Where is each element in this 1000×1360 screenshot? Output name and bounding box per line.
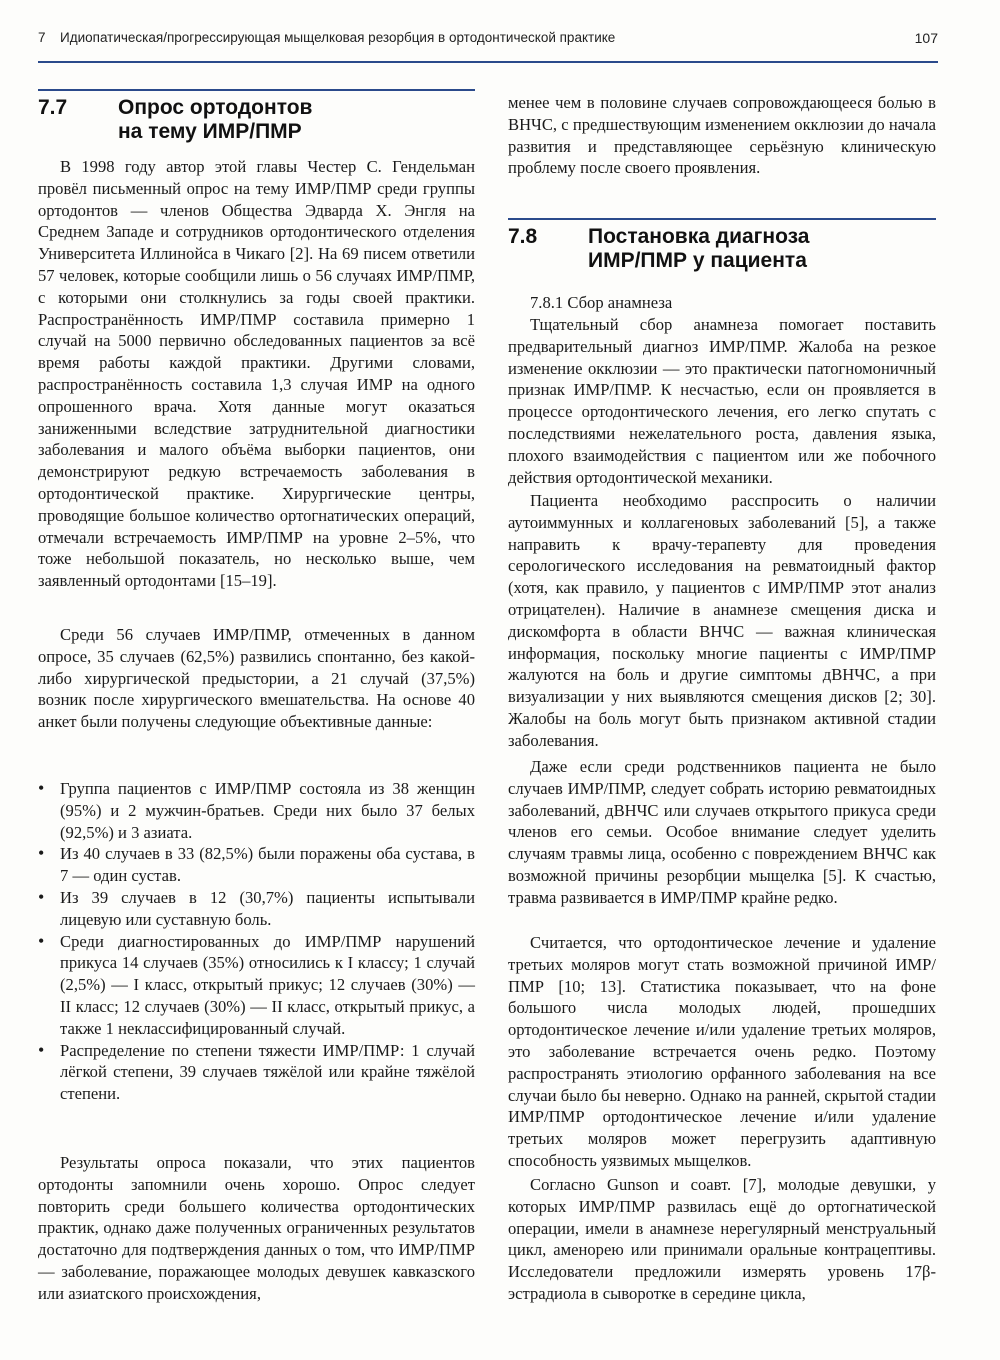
section-7-7-paragraph-1: В 1998 году автор этой главы Честер С. Гендельман провёл письменный опрос на тему ИМР/ПМР среди группы ортодонтов — членов Общества Эдварда Х. Энгля на Среднем Западе и сотрудников ортодонтического отделения Университета Иллинойса в Чикаго [2]. На 69 писем ответили 57 человек, которые сообщили лишь о 56 случаях ИМР/ПМР, с которыми они столкнулись за годы своей практики. Распространённость ИМР/ПМР составила примерно 1 случай на 5000 первично обследованных пациентов за всё время работы каждой практики. Другими словами, распространённость составила 1,3 случая ИМР на одного опрошенного врача. Хотя данные могут оказаться заниженными вследствие затруднительной диагностики заболевания и малого объёма выборки пациентов, они демонстрируют редкую встречаемость заболевания в ортодонтической практике. Хирургические центры, проводящие большое количество ортогнатических операций, отмечали встречаемость ИМР/ПМР на уровне 2–5%, что тоже небольшой показатель, но несколько выше, чем заявленный ортодонтами [15–19]. xyxy=(38,157,475,591)
section-7-8-paragraph-1: Тщательный сбор анамнеза помогает поставить предварительный диагноз ИМР/ПМР. Жалоба на резкое изменение окклюзии — это практически патогномоничный признак ИМР/ПМР. К несчастью, если он проявляется в процессе ортодонтического лечения, его легко спутать с последствиями нежелательного роста, давления языка, плохого взаимодействия с пациентом или же побочного действия ортодонтической механики. xyxy=(508,315,936,487)
section-7-8-paragraph-5: Согласно Gunson и соавт. [7], молодые девушки, у которых ИМР/ПМР развилась ещё до ортогнатической операции, имели в анамнезе нерегулярный менструальный цикл, аменорею или принимали оральные контрацептивы. Исследователи предложили измерять уровень 17β-эстрадиола в сыворотке в середине цикла, xyxy=(508,1175,936,1303)
section-7-8-paragraph-2: Пациента необходимо расспросить о наличии аутоиммунных и коллагеновых заболеваний [5], а также направить к врачу-терапевту для проведения серологического исследования на ревматоидный фактор (хотя, как правило, у пациентов с ИМР/ПМР этот анализ отрицателен). Наличие в анамнезе смещения диска и дискомфорта в области ВНЧС — важная клиническая информация, поскольку многие пациенты с ИМР/ПМР жалуются на боль и другие симптомы дВНЧС, а при визуализации у них выявляются смещения дисков [2; 30]. Жалобы на боль могут быть признаком активной стадии заболевания. xyxy=(508,491,936,750)
section-7-8-rule xyxy=(508,218,936,220)
section-7-7-continuation: менее чем в половине случаев сопровождающееся болью в ВНЧС, с предшествующим изменением окклюзии до начала развития и представляющее серьёзную клиническую проблему после своего проявления. xyxy=(508,93,936,178)
list-item xyxy=(38,778,475,843)
list-item xyxy=(38,887,475,931)
section-7-7-number: 7.7 xyxy=(38,96,68,119)
section-7-8-number: 7.8 xyxy=(508,225,538,248)
list-item-text: Среди диагностированных до ИМР/ПМР нарушений прикуса 14 случаев (35%) относились к I классу; 1 случай (2,5%) — I класс, открытый прикус; 12 случаев (30%) — II класс; 12 случаев (30%) — II класс, открытый прикус, а также 1 неклассифицированный случай. xyxy=(60,931,475,1038)
list-item-text: Из 40 случаев в 33 (82,5%) были поражены оба сустава, в 7 — один сустав. xyxy=(60,844,475,886)
list-item-text: Из 39 случаев в 12 (30,7%) пациенты испытывали лицевую или суставную боль. xyxy=(60,887,475,929)
section-7-7-rule xyxy=(38,89,475,91)
chapter-title: Идиопатическая/прогрессирующая мыщелковая резорбция в ортодонтической практике xyxy=(60,30,616,45)
survey-findings-list xyxy=(38,778,475,1105)
list-item xyxy=(38,843,475,887)
running-head xyxy=(38,30,938,54)
bullet-icon: • xyxy=(38,778,45,798)
list-item xyxy=(38,931,475,1040)
section-7-8-title-line1: Постановка диагноза xyxy=(588,225,810,248)
chapter-number: 7 xyxy=(38,30,46,45)
section-7-7-heading xyxy=(38,96,475,146)
section-7-8-paragraph-3: Даже если среди родственников пациента не было случаев ИМР/ПМР, следует собрать историю ревматоидных заболеваний, дВНЧС или случаев открытого прикуса среди членов его семьи. Особое внимание следует уделить случаям травмы лица, особенно с повреждением ВНЧС как возможной причины резорбции мыщелка [5]. К счастью, травма развивается в ИМР/ПМР крайне редко. xyxy=(508,757,936,907)
header-rule xyxy=(38,61,938,63)
bullet-icon: • xyxy=(38,1039,45,1060)
bullet-icon: • xyxy=(38,930,45,951)
page-number: 107 xyxy=(914,30,938,46)
subsection-7-8-1-title: 7.8.1 Сбор анамнеза xyxy=(530,293,673,312)
list-item xyxy=(38,1040,475,1105)
bullet-icon: • xyxy=(38,886,45,907)
list-item-text: Группа пациентов с ИМР/ПМР состояла из 38 женщин (95%) и 2 мужчин-братьев. Среди них было 37 белых (92,5%) и 3 азиата. xyxy=(60,779,475,842)
section-7-7-paragraph-3: Результаты опроса показали, что этих пациентов ортодонты запомнили очень хорошо. Опрос следует повторить среди большего количества ортодонтических практик, однако даже полученных ограниченных результатов достаточно для подтверждения данных о том, что ИМР/ПМР — заболевание, поражающее молодых девушек кавказского или азиатского происхождения, xyxy=(38,1153,475,1303)
section-7-8-heading xyxy=(508,225,936,275)
bullet-icon: • xyxy=(38,843,45,864)
section-7-8-title-line2: ИМР/ПМР у пациента xyxy=(588,249,807,272)
section-7-7-title-line2: на тему ИМР/ПМР xyxy=(118,120,302,143)
section-7-7-paragraph-2: Среди 56 случаев ИМР/ПМР, отмеченных в данном опросе, 35 случаев (62,5%) развились спонтанно, без какой-либо хирургической предыстории, а 21 случай (37,5%) возник после хирургического вмешательства. На основе 40 анкет были получены следующие объективные данные: xyxy=(38,625,475,732)
list-item-text: Распределение по степени тяжести ИМР/ПМР: 1 случай лёгкой степени, 39 случаев тяжёлой или крайне тяжёлой степени. xyxy=(60,1040,475,1104)
section-7-7-title-line1: Опрос ортодонтов xyxy=(118,96,313,119)
section-7-8-paragraph-4: Считается, что ортодонтическое лечение и удаление третьих моляров могут стать возможной причиной ИМР/ПМР [10; 13]. Статистика показывает, что на фоне большого числа молодых людей, прошедших ортодонтическое лечение и/или удаление третьих моляров, это заболевание встречается очень редко. Поэтому распространять этиологию орфанного заболевания на все случаи было бы неверно. Однако на ранней, скрытой стадии ИМР/ПМР ортодонтическое лечение и/или удаление третьих моляров может перегрузить адаптивную способность уязвимых мыщелков. xyxy=(508,933,936,1170)
